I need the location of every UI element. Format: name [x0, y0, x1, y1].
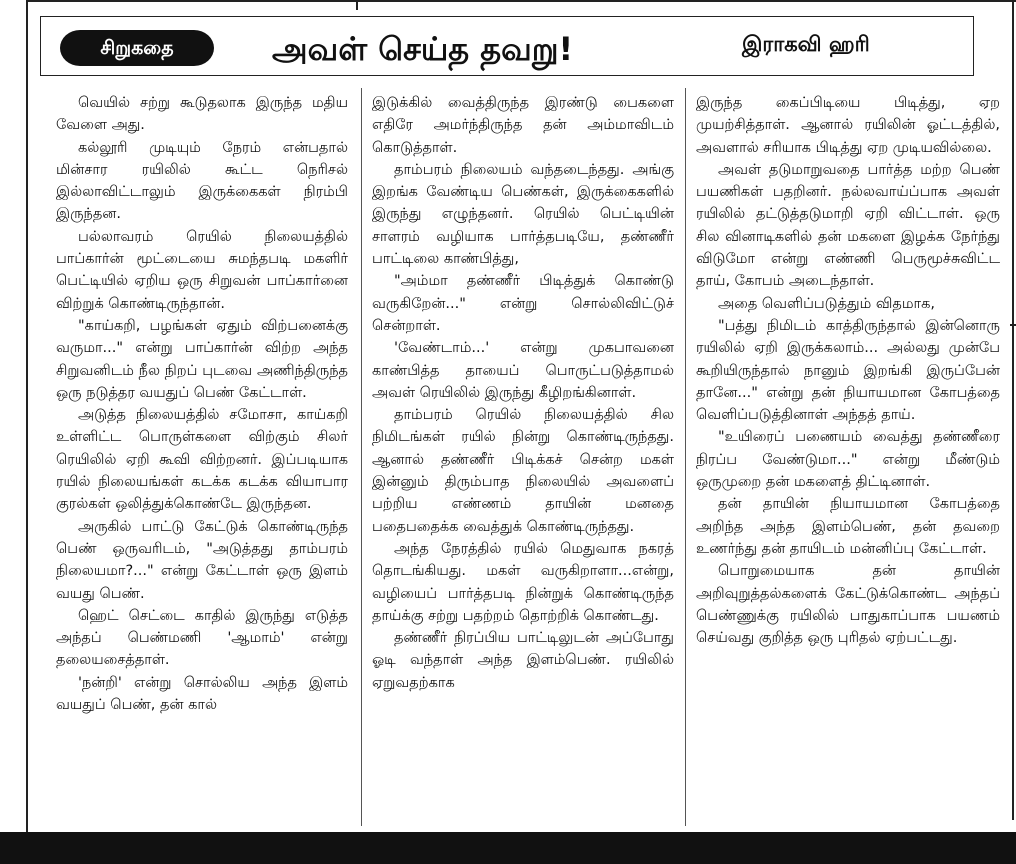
- paragraph: 'நன்றி' என்று சொல்லிய அந்த இளம் வயதுப் பெண், தன் கால்: [56, 674, 348, 714]
- paragraph: தாம்பரம் நிலையம் வந்தடைந்தது. அங்கு இறங்க வேண்டிய பெண்கள், இருக்கைகளில் இருந்து எழுந்தனர். ரெயில் பெட்டியின் சாளரம் வழியாக பார்த்தபடியே, தண்ணீர் பாட்டிலை காண்பித்து,: [372, 161, 674, 268]
- top-border: [26, 0, 1016, 2]
- paragraph: "காய்கறி, பழங்கள் ஏதும் விற்பனைக்கு வருமா..." என்று பாப்கார்ன் விற்ற அந்த சிறுவனிடம் நீல நிறப் புடவை அணிந்திருந்த ஒரு நடுத்தர வயதுப் பெண் கேட்டாள்.: [56, 317, 348, 401]
- story-title: அவள் செய்த தவறு!: [272, 30, 574, 68]
- paragraph: கல்லூரி முடியும் நேரம் என்பதால் மின்சார ரயிலில் கூட்ட நெரிசல் இல்லாவிட்டாலும் இருக்கைகள் நிரம்பி இருந்தன.: [56, 139, 348, 223]
- bottom-bar: [0, 832, 1016, 864]
- paragraph: அடுத்த நிலையத்தில் சமோசா, காய்கறி உள்ளிட்ட பொருள்களை விற்கும் சிலர் ரெயிலில் ஏறி கூவி விற்றனர். இப்படியாக ரயில் நிலையங்கள் கடக்க கடக்க வியாபார குரல்கள் ஒலித்துக்கொண்டே இருந்தன.: [56, 407, 348, 513]
- paragraph: 'வேண்டாம்...' என்று முகபாவனை காண்பித்த தாயைப் பொருட்படுத்தாமல் அவள் ரெயிலில் இருந்து கீழிறங்கினாள்.: [372, 340, 674, 401]
- paragraph: பொறுமையாக தன் தாயின் அறிவுறுத்தல்களைக் கேட்டுக்கொண்ட அந்தப் பெண்ணுக்கு ரயிலில் பாதுகாப்பாக பயணம் செய்வது குறித்த ஒரு புரிதல் ஏற்பட்டது.: [696, 563, 1000, 647]
- section-badge: சிறுகதை: [60, 30, 214, 66]
- text-column-2: [372, 92, 674, 822]
- paragraph: அருகில் பாட்டு கேட்டுக் கொண்டிருந்த பெண் ஒருவரிடம், "அடுத்தது தாம்பரம் நிலையமா?..." என்று கேட்டாள் ஒரு இளம் வயது பெண்.: [56, 518, 348, 602]
- paragraph: அந்த நேரத்தில் ரயில் மெதுவாக நகரத் தொடங்கியது. மகள் வருகிறாளா...என்று, வழியைப் பார்த்தபடி நின்றுக் கொண்டிருந்த தாய்க்கு சற்று பதற்றம் தொற்றிக் கொண்டது.: [372, 540, 674, 624]
- column-divider: [685, 88, 686, 826]
- paragraph: தாம்பரம் ரெயில் நிலையத்தில் சில நிமிடங்கள் ரயில் நின்று கொண்டிருந்தது. ஆனால் தண்ணீர் பிடிக்கச் சென்ற மகள் இன்னும் திரும்பாத நிலையில் அவளைப் பற்றிய எண்ணம் தாயின் மனதை பதைபதைக்க வைத்துக் கொண்டிருந்தது.: [372, 407, 674, 535]
- paragraph: இருந்த கைப்பிடியை பிடித்து, ஏற முயற்சித்தாள். ஆனால் ரயிலின் ஓட்டத்தில், அவளால் சரியாக பிடித்து ஏற முடியவில்லை.: [696, 95, 1000, 156]
- right-border-tick: [1010, 324, 1016, 326]
- paragraph: "பத்து நிமிடம் காத்திருந்தால் இன்னொரு ரயிலில் ஏறி இருக்கலாம்... அல்லது முன்பே கூறியிருந்தால் நானும் இறங்கி இருப்பேன் தானே..." என்று தன் நியாயமான கோபத்தை வெளிப்படுத்தினாள் அந்தத் தாய்.: [696, 317, 1000, 424]
- paragraph: "உயிரைப் பணையம் வைத்து தண்ணீரை நிரப்ப வேண்டுமா..." என்று மீண்டும் ஒருமுறை தன் மகளைத் திட்டினாள்.: [696, 429, 1000, 491]
- paragraph: அவள் தடுமாறுவதை பார்த்த மற்ற பெண் பயணிகள் பதறினர். நல்லவாய்ப்பாக அவள் ரயிலில் தட்டுத்தடுமாறி ஏறி விட்டாள். ஒரு சில வினாடிகளில் தன் மகளை இழக்க நேர்ந்து விடுமோ என்று எண்ணி பெருமூச்சுவிட்ட தாய், கோபம் அடைந்தாள்.: [696, 161, 1000, 290]
- paragraph: தன் தாயின் நியாயமான கோபத்தை அறிந்த அந்த இளம்பெண், தன் தவறை உணர்ந்து தன் தாயிடம் மன்னிப்பு கேட்டாள்.: [696, 496, 1000, 557]
- paragraph: "அம்மா தண்ணீர் பிடித்துக் கொண்டு வருகிறேன்..." என்று சொல்லிவிட்டுச் சென்றாள்.: [372, 273, 674, 334]
- top-border-tick: [356, 0, 358, 10]
- text-column-1: [56, 92, 348, 822]
- paragraph: பல்லாவரம் ரெயில் நிலையத்தில் பாப்கார்ன் மூட்டையை சுமந்தபடி மகளிர் பெட்டியில் ஏறிய ஒரு சிறுவன் பாப்கார்னை விற்றுக் கொண்டிருந்தான்.: [56, 228, 348, 312]
- column-divider: [361, 88, 362, 826]
- text-column-3: [696, 92, 1000, 822]
- paragraph: தண்ணீர் நிரப்பிய பாட்டிலுடன் அப்போது ஓடி வந்தாள் அந்த இளம்பெண். ரயிலில் ஏறுவதற்காக: [372, 630, 674, 691]
- left-border: [26, 0, 28, 832]
- right-border: [1012, 0, 1014, 820]
- paragraph: அதை வெளிப்படுத்தும் விதமாக,: [718, 295, 935, 312]
- paragraph: ஹெட் செட்டை காதில் இருந்து எடுத்த அந்தப் பெண்மணி 'ஆமாம்' என்று தலையசைத்தாள்.: [56, 607, 348, 669]
- author-name: இராகவி ஹரி: [742, 32, 870, 56]
- paragraph: இடுக்கில் வைத்திருந்த இரண்டு பைகளை எதிரே அமர்ந்திருந்த தன் அம்மாவிடம் கொடுத்தாள்.: [372, 95, 674, 156]
- paragraph: வெயில் சற்று கூடுதலாக இருந்த மதிய வேளை அது.: [56, 95, 348, 134]
